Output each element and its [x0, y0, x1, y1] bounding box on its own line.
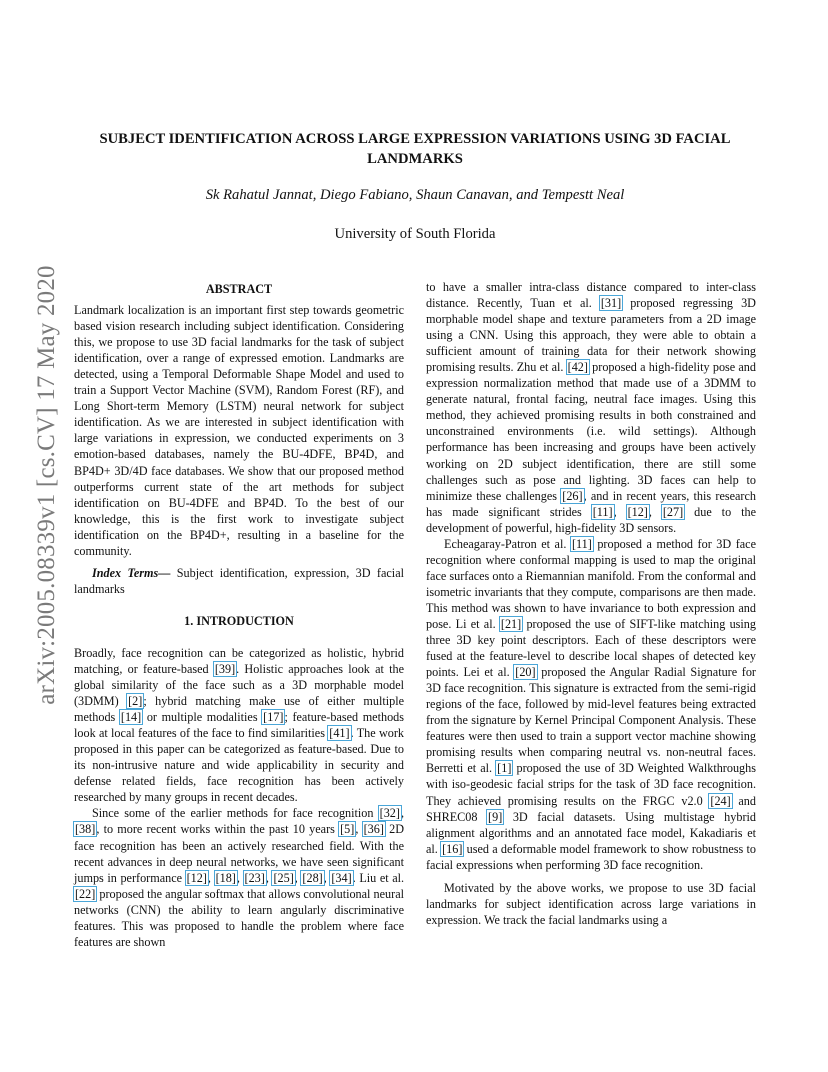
paragraph-text: . Liu et al. — [352, 870, 405, 885]
paragraph-text: proposed the use of SIFT-like matching using three 3D key point descriptors. Each of these descriptors were fused at the feature-level to describe local shapes of detected key points. Lei et al. — [426, 616, 756, 680]
citation-link[interactable]: [1] — [497, 761, 512, 776]
left-column — [74, 281, 404, 950]
paragraph-text: , — [207, 870, 215, 885]
paragraph-text: . The work proposed in this paper can be categorized as feature-based. Due to its non-intrusive nature and wide applicability in security and defense related fields, face recognition has been actively researched by many groups in recent decades. — [74, 726, 404, 805]
intro-paragraph-2 — [74, 805, 404, 949]
citation-link[interactable]: [28] — [302, 870, 323, 885]
author-list: Sk Rahatul Jannat, Diego Fabiano, Shaun Canavan, and Tempestt Neal — [205, 187, 625, 203]
paragraph-text: proposed the use of 3D Weighted Walkthroughs with iso-geodesic facial strips for the task of 3D face recognition. They achieved promising results on the FRGC v2.0 — [426, 761, 756, 808]
paragraph-text: , — [294, 870, 302, 885]
paragraph-text: Since some of the earlier methods for face recognition — [92, 806, 379, 821]
citation-link[interactable]: [17] — [263, 710, 284, 725]
citation-link[interactable]: [42] — [567, 360, 588, 375]
paragraph-text: proposed regressing 3D morphable model shape and texture parameters from a 2D image using a CNN. Using this approach, they were able to obtain a sufficient amount of training data for their network showing promising results. Zhu et al. — [426, 296, 756, 375]
citation-link[interactable]: [32] — [379, 806, 400, 821]
paragraph-text: ; feature-based methods look at local features of the face to find similarities — [74, 710, 404, 741]
abstract-heading: ABSTRACT — [205, 282, 273, 296]
citation-link[interactable]: [25] — [273, 870, 294, 885]
citation-link[interactable]: [9] — [488, 809, 503, 824]
citation-link[interactable]: [2] — [128, 694, 143, 709]
paragraph-text: proposed a high-fidelity pose and expression normalization method that made use of a 3DMM to generate natural, frontal facing, neutral face images. Using this method, they achieved promising results in both constrained and unconstrained environments (i.e. wild settings). Although performance has been increasing and groups have been actively working on 2D subject identification, there are still some challenges such as pose and lighting. 3D faces can help to minimize these challenges — [426, 360, 756, 503]
citation-link[interactable]: [11] — [571, 536, 592, 551]
citation-link[interactable]: [36] — [363, 822, 384, 837]
right-paragraph-3 — [426, 880, 756, 928]
intro-paragraph-1 — [74, 645, 404, 805]
citation-link[interactable]: [27] — [662, 504, 684, 519]
affiliation: University of South Florida — [334, 226, 496, 242]
citation-link[interactable]: [23] — [244, 870, 265, 885]
abstract-text: Landmark localization is an important first step towards geometric based vision research including subject identification. Considering this, we propose to use 3D facial landmarks for the task of subject identification, over a range of expressed emotion. Landmarks are detected, using a Temporal Deformable Shape Model and used to train a Support Vector Machine (SVM), Random Forest (RF), and Long Short-term Memory (LSTM) neural network for subject identification. As we are interested in subject identification with large variations in expression, we conducted experiments on 3 emotion-based databases, namely the BU-4DFE, BP4D, and BP4D+ 3D/4D face databases. We show that our proposed method outperforms current state of the art methods for subject identification on BU-4DFE and BP4D. To the best of our knowledge, this is the first work to investigate subject identification on the BP4D+, resulting in a baseline for the community. — [74, 303, 404, 558]
paper-title: SUBJECT IDENTIFICATION ACROSS LARGE EXPRESSION VARIATIONS USING 3D FACIAL LANDMARKS — [99, 131, 731, 167]
paragraph-text: , — [323, 870, 331, 885]
citation-link[interactable]: [18] — [215, 870, 236, 885]
paragraph-text: ; hybrid matching make use of either multiple methods — [74, 694, 404, 725]
right-paragraph-2 — [426, 536, 756, 873]
citation-link[interactable]: [31] — [600, 296, 622, 311]
paragraph-text: Echeagaray-Patron et al. — [444, 536, 571, 551]
citation-link[interactable]: [24] — [710, 793, 731, 808]
citation-link[interactable]: [41] — [329, 726, 350, 741]
paragraph-text: 2D face recognition has been an actively researched field. With the recent advances in deep neural networks, we have seen significant jumps in performance — [74, 822, 404, 885]
paragraph-text: proposed the Angular Radial Signature for 3D face recognition. This signature is extracted from the semi-rigid regions of the face, followed by mid-level features being extracted from the signature by Kernel Principal Component Analysis. These features were then used to train a support vector machine showing promising results when comparing neutral vs. non-neutral faces. Berretti et al. — [426, 665, 756, 776]
paragraph-text: used a deformable model framework to show robustness to facial expressions when performing 3D face recognition. — [426, 841, 757, 872]
citation-link[interactable]: [26] — [562, 488, 583, 503]
citation-link[interactable]: [12] — [186, 870, 207, 885]
citation-link[interactable]: [14] — [120, 710, 142, 725]
paragraph-text: , — [355, 822, 363, 837]
citation-link[interactable]: [11] — [592, 504, 613, 519]
citation-link[interactable]: [38] — [75, 822, 96, 837]
paragraph-text: , — [648, 504, 662, 519]
paragraph-text: , — [236, 870, 244, 885]
citation-link[interactable]: [12] — [627, 504, 648, 519]
paragraph-text: to have a smaller intra-class distance compared to inter-class distance. Recently, Tuan et al. — [426, 280, 756, 311]
citation-link[interactable]: [20] — [515, 665, 536, 680]
citation-link[interactable]: [39] — [214, 661, 236, 676]
citation-link[interactable]: [22] — [75, 886, 96, 901]
paragraph-text: , and in recent years, this research has made significant strides — [426, 488, 756, 519]
paragraph-text: 3D facial datasets. Using multistage hybrid alignment algorithms and an annotated face model, Kakadiaris et al. — [426, 809, 756, 856]
index-terms — [74, 565, 404, 597]
right-paragraph-1 — [426, 279, 756, 536]
paragraph-text: or multiple modalities — [142, 710, 263, 725]
paragraph-text: , to more recent works within the past 10 years — [96, 822, 340, 837]
paragraph-text: proposed the angular softmax that allows convolutional neural networks (CNN) the ability to learn angularly discriminative features. This was proposed to handle the problem where face features are shown — [74, 886, 404, 949]
right-column — [426, 279, 756, 928]
citation-link[interactable]: [5] — [340, 822, 355, 837]
introduction-heading: 1. INTRODUCTION — [184, 613, 294, 628]
paragraph-text: proposed a method for 3D face recognition where conformal mapping is used to map the original face surfaces onto a Riemannian manifold. From the conformal and isometric invariants that they compute, comparisons are then made. This method was shown to have invariance to both expression and pose. Li et al. — [426, 536, 756, 631]
citation-link[interactable]: [21] — [500, 616, 522, 631]
arxiv-identifier-text: arXiv:2005.08339v1 [cs.CV] 17 May 2020 — [33, 265, 60, 705]
paragraph-text: and SHREC08 — [426, 793, 756, 824]
index-terms-text: Subject identification, expression, 3D facial landmarks — [74, 565, 404, 596]
paragraph-text: Broadly, face recognition can be categorized as holistic, hybrid matching, or feature-based — [74, 645, 404, 676]
citation-link[interactable]: [34] — [331, 870, 352, 885]
citation-link[interactable]: [16] — [442, 841, 463, 856]
paragraph-text: . Holistic approaches look at the global similarity of the face such as a 3D morphable model (3DMM) — [74, 661, 404, 709]
paragraph-text: , — [613, 504, 627, 519]
index-terms-label: Index Terms— — [92, 565, 171, 580]
paragraph-text: due to the development of powerful, high-fidelity 3D sensors. — [426, 504, 757, 535]
paragraph-text: , — [400, 806, 404, 821]
arxiv-identifier-sidebar — [33, 265, 60, 705]
paragraph-text: , — [265, 870, 273, 885]
paragraph-text: Motivated by the above works, we propose to use 3D facial landmarks for subject identification across large variations in expression. We track the facial landmarks using a — [426, 880, 756, 927]
